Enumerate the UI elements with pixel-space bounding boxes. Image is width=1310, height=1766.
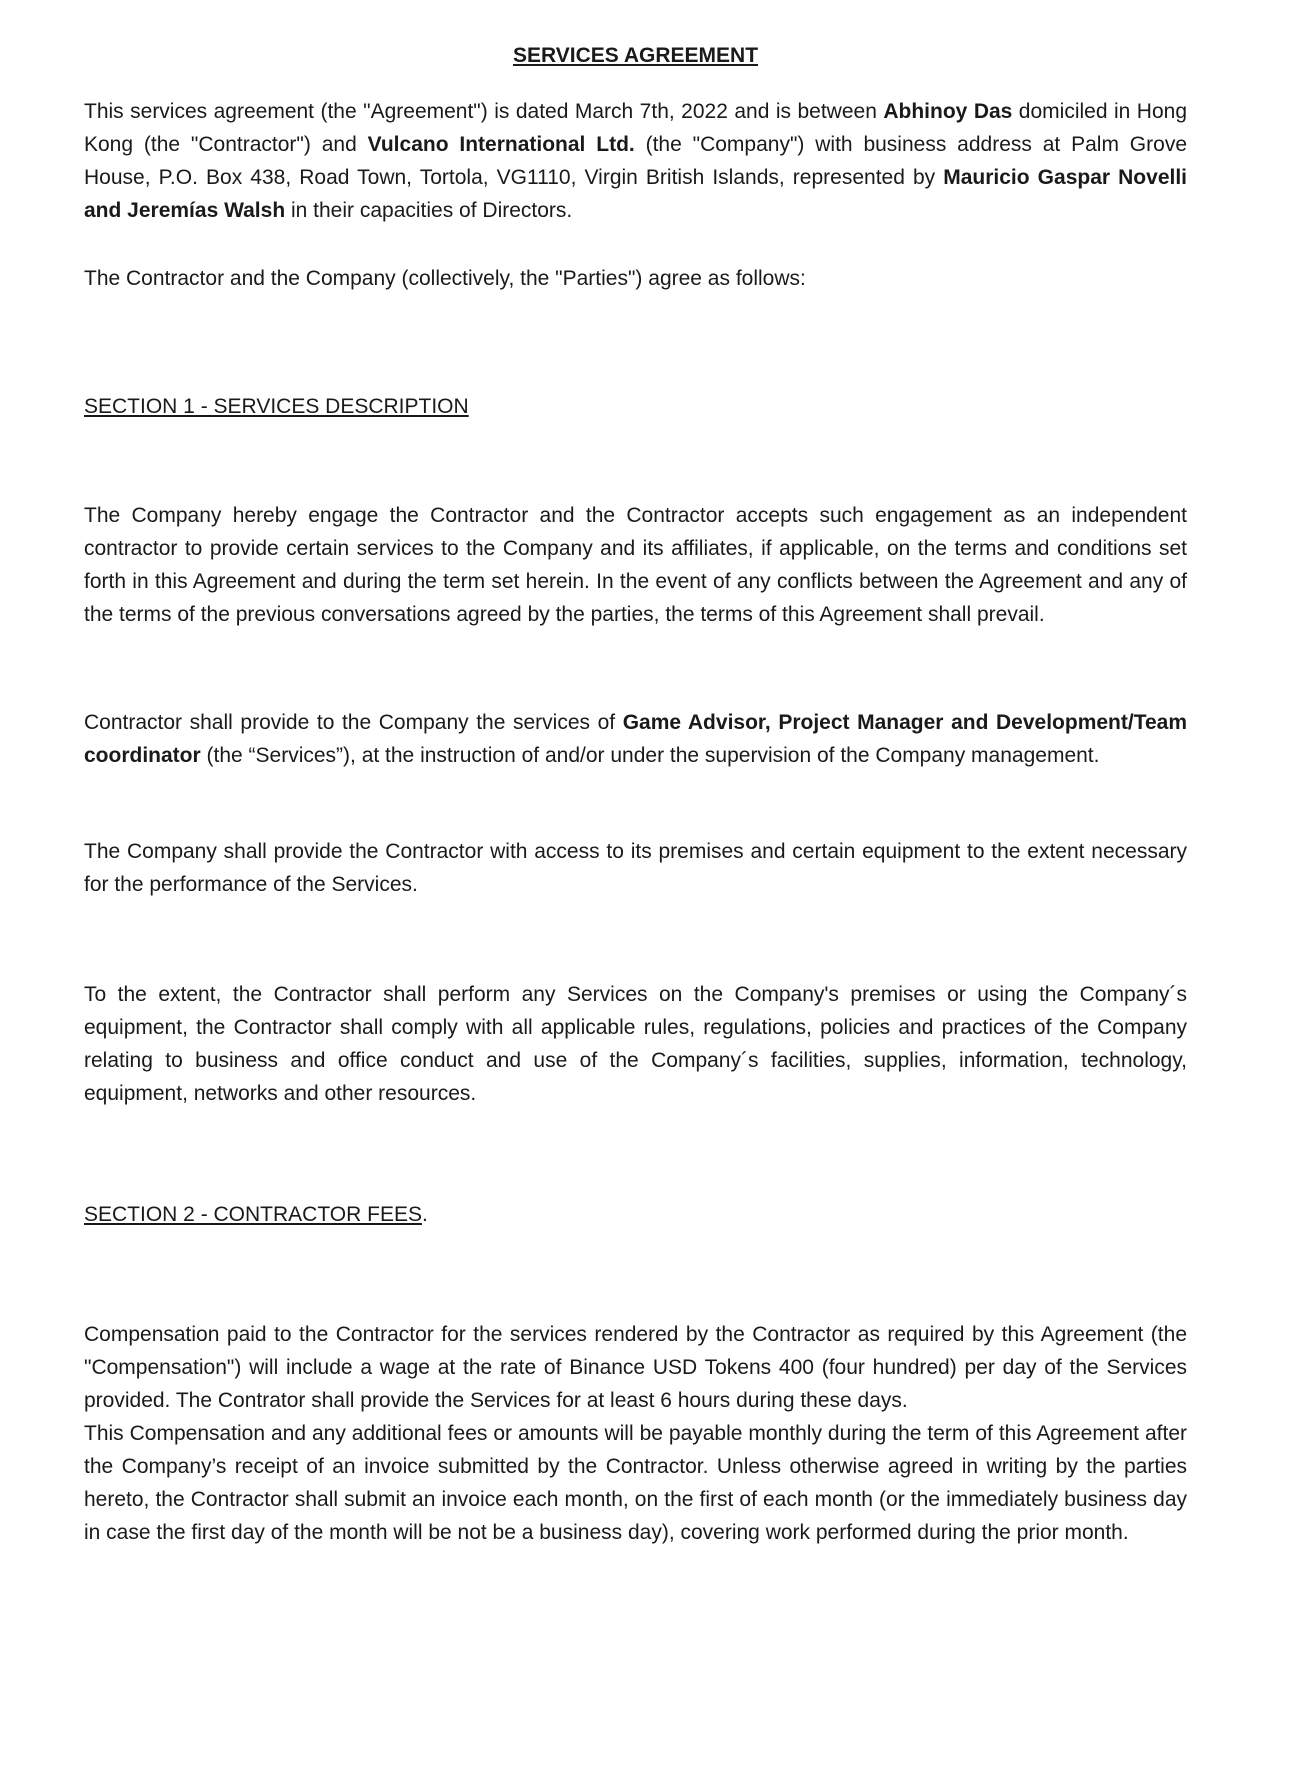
intro-text-3: (the "Company") with business address at Palm Grove House, P.O. Box 438, Road Town, Tortola, VG1110, Virgin British Islands, represented by (84, 133, 1187, 189)
intro-text-1: This services agreement (the "Agreement") is dated March 7th, 2022 and is between (84, 100, 884, 123)
engagement-paragraph: The Company hereby engage the Contractor and the Contractor accepts such engagement as an independent contractor to provide certain services to the Company and its affiliates, if applicable, on the terms and conditions set forth in this Agreement and during the term set herein. In the event of any conflicts between the Agreement and any of the terms of the previous conversations agreed by the parties, the terms of this Agreement shall prevail. (84, 504, 1187, 626)
section-1-heading (84, 390, 1187, 423)
parties-paragraph: The Contractor and the Company (collectively, the "Parties") agree as follows: (84, 267, 806, 290)
services-text-2: (the “Services”), at the instruction of and/or under the supervision of the Company management. (200, 744, 1100, 767)
intro-text-2: domiciled in Hong Kong (the "Contractor") and (84, 100, 1187, 156)
section-1-heading-text: SECTION 1 - SERVICES DESCRIPTION (84, 395, 469, 418)
services-text-1: Contractor shall provide to the Company the services of (84, 711, 623, 734)
section-2-heading-period: . (421, 1203, 428, 1226)
directors-names: Mauricio Gaspar Novelli and Jeremías Walsh (84, 166, 1187, 222)
services-role-bold: Game Advisor, Project Manager and Development/Team coordinator (84, 711, 1187, 767)
conduct-paragraph: To the extent, the Contractor shall perform any Services on the Company's premises or using the Company´s equipment, the Contractor shall comply with all applicable rules, regulations, policies and practices of the Company relating to business and office conduct and use of the Company´s facilities, supplies, information, technology, equipment, networks and other resources. (84, 983, 1187, 1105)
premises-paragraph: The Company shall provide the Contractor with access to its premises and certain equipment to the extent necessary for the performance of the Services. (84, 840, 1187, 896)
services-paragraph (84, 706, 1187, 772)
document-title: SERVICES AGREEMENT (512, 44, 759, 67)
section-2-heading (84, 1198, 1187, 1231)
compensation-paragraph: Compensation paid to the Contractor for the services rendered by the Contractor as required by this Agreement (the "Compensation") will include a wage at the rate of Binance USD Tokens 400 (four hundred) per day of the Services provided. The Contrator shall provide the Services for at least 6 hours during these days. (84, 1323, 1187, 1412)
contractor-name: Abhinoy Das (883, 100, 1013, 123)
company-name: Vulcano International Ltd. (367, 133, 635, 156)
intro-paragraph (84, 95, 1187, 227)
intro-text-4: in their capacities of Directors. (285, 199, 573, 222)
invoicing-paragraph: This Compensation and any additional fees or amounts will be payable monthly during the term of this Agreement after the Company’s receipt of an invoice submitted by the Contractor. Unless otherwise agreed in writing by the parties hereto, the Contractor shall submit an invoice each month, on the first of each month (or the immediately business day in case the first day of the month will be not be a business day), covering work performed during the prior month. (84, 1422, 1187, 1544)
section-2-heading-text: SECTION 2 - CONTRACTOR FEES (84, 1203, 422, 1226)
